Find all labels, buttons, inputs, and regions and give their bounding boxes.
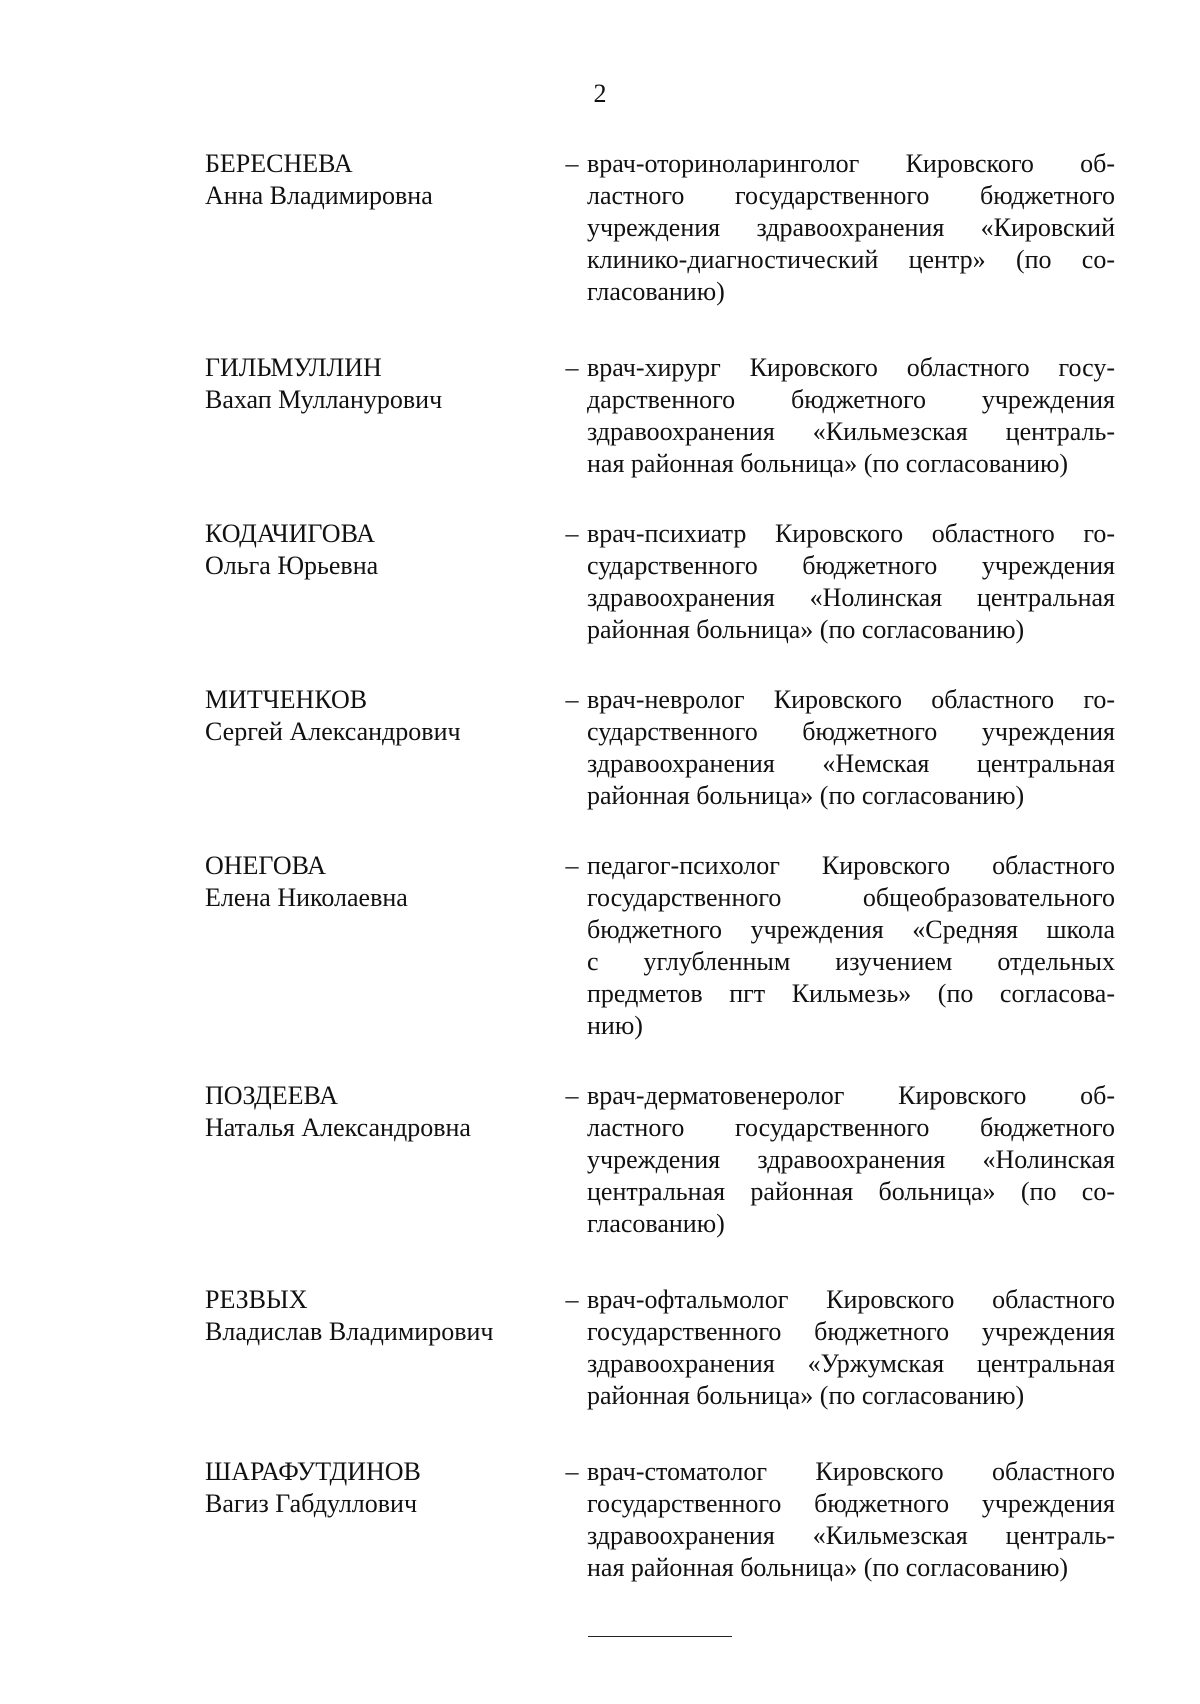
position-line: центральная районная больница» (по со- [587, 1177, 1115, 1206]
member-entry [205, 518, 1115, 646]
position-line: районная больница» (по согласованию) [587, 781, 1025, 810]
member-surname: БЕРЕСНЕВА [205, 149, 353, 178]
position-line: гласованию) [587, 1209, 725, 1238]
member-given-names: Ольга Юрьевна [205, 551, 379, 580]
member-entry [205, 1080, 1115, 1240]
position-line: врач-стоматолог Кировского областного [587, 1457, 1115, 1486]
position-line: врач-офтальмолог Кировского областного [587, 1285, 1115, 1314]
member-given-names: Елена Николаевна [205, 883, 408, 912]
position-line: предметов пгт Кильмезь» (по согласова- [587, 979, 1115, 1008]
member-surname: ГИЛЬМУЛЛИН [205, 353, 382, 382]
position-line: сударственного бюджетного учреждения [587, 551, 1115, 580]
member-entry [205, 850, 1115, 1042]
position-line: ная районная больница» (по согласованию) [587, 1553, 1069, 1582]
member-position [587, 352, 1115, 480]
position-line: районная больница» (по согласованию) [587, 615, 1025, 644]
position-line: нию) [587, 1011, 643, 1040]
position-line: врач-хирург Кировского областного госу- [587, 353, 1115, 382]
member-position [587, 148, 1115, 308]
position-line: государственного бюджетного учреждения [587, 1489, 1115, 1518]
member-entry [205, 1456, 1115, 1584]
member-position [587, 1080, 1115, 1240]
member-surname: ОНЕГОВА [205, 851, 327, 880]
member-name [205, 1284, 550, 1412]
position-line: районная больница» (по согласованию) [587, 1381, 1025, 1410]
member-given-names: Вахап Мулланурович [205, 385, 443, 414]
member-given-names: Вагиз Габдуллович [205, 1489, 418, 1518]
position-line: ластного государственного бюджетного [587, 1113, 1115, 1142]
dash-separator: – [565, 149, 579, 178]
member-given-names: Анна Владимировна [205, 181, 433, 210]
dash-separator: – [565, 353, 579, 382]
member-surname: МИТЧЕНКОВ [205, 685, 368, 714]
position-line: врач-дерматовенеролог Кировского об- [587, 1081, 1115, 1110]
dash-separator: – [565, 1457, 579, 1486]
member-surname: ШАРАФУТДИНОВ [205, 1457, 421, 1486]
member-entry [205, 684, 1115, 812]
member-position [587, 684, 1115, 812]
member-surname: ПОЗДЕЕВА [205, 1081, 338, 1110]
position-line: врач-психиатр Кировского областного го- [587, 519, 1115, 548]
position-line: гласованию) [587, 277, 725, 306]
member-name [205, 850, 550, 1042]
position-line: государственного общеобразовательного [587, 883, 1115, 912]
position-line: бюджетного учреждения «Средняя школа [587, 915, 1115, 944]
end-of-list-rule [588, 1636, 732, 1637]
member-name [205, 1080, 550, 1240]
position-line: ластного государственного бюджетного [587, 181, 1115, 210]
member-list [205, 148, 1115, 1584]
page-number: 2 [593, 79, 607, 108]
position-line: ная районная больница» (по согласованию) [587, 449, 1069, 478]
member-entry [205, 148, 1115, 308]
position-line: учреждения здравоохранения «Кировский [587, 213, 1115, 242]
member-position [587, 1284, 1115, 1412]
position-line: здравоохранения «Нолинская центральная [587, 583, 1115, 612]
member-entry [205, 1284, 1115, 1412]
member-position [587, 518, 1115, 646]
member-given-names: Владислав Владимирович [205, 1317, 494, 1346]
member-name [205, 684, 550, 812]
position-line: здравоохранения «Немская центральная [587, 749, 1115, 778]
dash-separator: – [565, 1081, 579, 1110]
member-surname: КОДАЧИГОВА [205, 519, 376, 548]
dash-separator: – [565, 1285, 579, 1314]
position-line: с углубленным изучением отдельных [587, 947, 1115, 976]
position-line: здравоохранения «Кильмезская централь- [587, 1521, 1115, 1550]
position-line: клинико-диагностический центр» (по со- [587, 245, 1115, 274]
member-surname: РЕЗВЫХ [205, 1285, 308, 1314]
position-line: государственного бюджетного учреждения [587, 1317, 1115, 1346]
position-line: учреждения здравоохранения «Нолинская [587, 1145, 1115, 1174]
position-line: дарственного бюджетного учреждения [587, 385, 1115, 414]
member-given-names: Сергей Александрович [205, 717, 461, 746]
position-line: здравоохранения «Кильмезская централь- [587, 417, 1115, 446]
dash-separator: – [565, 685, 579, 714]
position-line: врач-оториноларинголог Кировского об- [587, 149, 1115, 178]
dash-separator: – [565, 519, 579, 548]
position-line: сударственного бюджетного учреждения [587, 717, 1115, 746]
position-line: врач-невролог Кировского областного го- [587, 685, 1115, 714]
member-given-names: Наталья Александровна [205, 1113, 471, 1142]
position-line: педагог-психолог Кировского областного [587, 851, 1115, 880]
member-entry [205, 352, 1115, 480]
member-name [205, 1456, 550, 1584]
member-name [205, 148, 550, 308]
dash-separator: – [565, 851, 579, 880]
member-name [205, 352, 550, 480]
member-position [587, 1456, 1115, 1584]
member-position [587, 850, 1115, 1042]
position-line: здравоохранения «Уржумская центральная [587, 1349, 1115, 1378]
member-name [205, 518, 550, 646]
